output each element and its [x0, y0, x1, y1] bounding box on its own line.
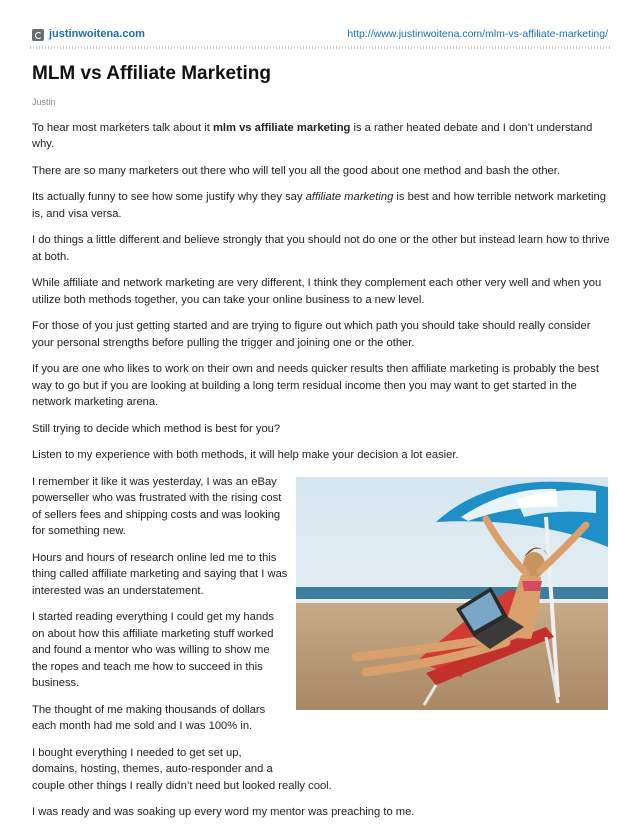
- page-header: [32, 28, 608, 45]
- site-logo-icon: [32, 29, 44, 41]
- paragraph: I started reading everything I could get my hands on about how this affiliate marketing stuff worked and found a mentor who was willing to show me the ropes and teach me how to succeed in this business.: [32, 611, 274, 690]
- paragraph: I do things a little different and believe strongly that you should not do one or the other but instead learn how to thrive at both.: [32, 234, 610, 263]
- paragraph: There are so many marketers out there who will tell you all the good about one method and bash the other.: [32, 164, 560, 177]
- paragraph: To hear most marketers talk about it mlm vs affiliate marketing is a rather heated debate and I don’t understand why.: [32, 121, 593, 151]
- header-divider: [30, 46, 610, 49]
- paragraph: Still trying to decide which method is best for you?: [32, 422, 281, 435]
- paragraph: Hours and hours of research online led me to this thing called affiliate marketing and saying that I was interested was an understatement.: [32, 551, 288, 597]
- article-title: MLM vs Affiliate Marketing: [32, 63, 271, 84]
- bold-keyword: mlm vs affiliate marketing: [212, 121, 351, 134]
- paragraph: The thought of me making thousands of dollars each month had me sold and I was 100% in.: [32, 703, 266, 733]
- beach-photo: [296, 477, 608, 710]
- site-link[interactable]: justinwoitena.com: [49, 28, 145, 40]
- article-url-link[interactable]: http://www.justinwoitena.com/mlm-vs-affiliate-marketing/: [347, 28, 608, 40]
- italic-keyword: affiliate marketing: [305, 191, 394, 204]
- article: [32, 62, 610, 831]
- paragraph: I remember it like it was yesterday, I was an eBay powerseller who was frustrated with the rising cost of sellers fees and shipping costs and was looking for something new.: [32, 475, 282, 538]
- paragraph: Its actually funny to see how some justify why they say affiliate marketing is best and how terrible network marketing is, and visa versa.: [32, 191, 606, 220]
- paragraph: Listen to my experience with both methods, it will help make your decision a lot easier.: [32, 449, 459, 462]
- paragraph: If you are one who likes to work on their own and needs quicker results then affiliate marketing is probably the best way to go but if you are looking at building a long term residual income then you may want to get started in the network marketing arena.: [32, 363, 599, 409]
- paragraph: I was ready and was soaking up every word my mentor was preaching to me.: [32, 806, 415, 819]
- paragraph: For those of you just getting started and are trying to figure out which path you should take should really consider your personal strengths before pulling the trigger and joining one or the other.: [32, 320, 591, 349]
- paragraph: While affiliate and network marketing are very different, I think they complement each other very well and when you utilize both methods together, you can take your online business to a new level.: [32, 277, 602, 306]
- article-author: Justin: [32, 96, 56, 107]
- paragraph: I bought everything I needed to get set up, domains, hosting, themes, auto-responder and a couple other things I really didn’t need but looked really cool.: [32, 746, 332, 792]
